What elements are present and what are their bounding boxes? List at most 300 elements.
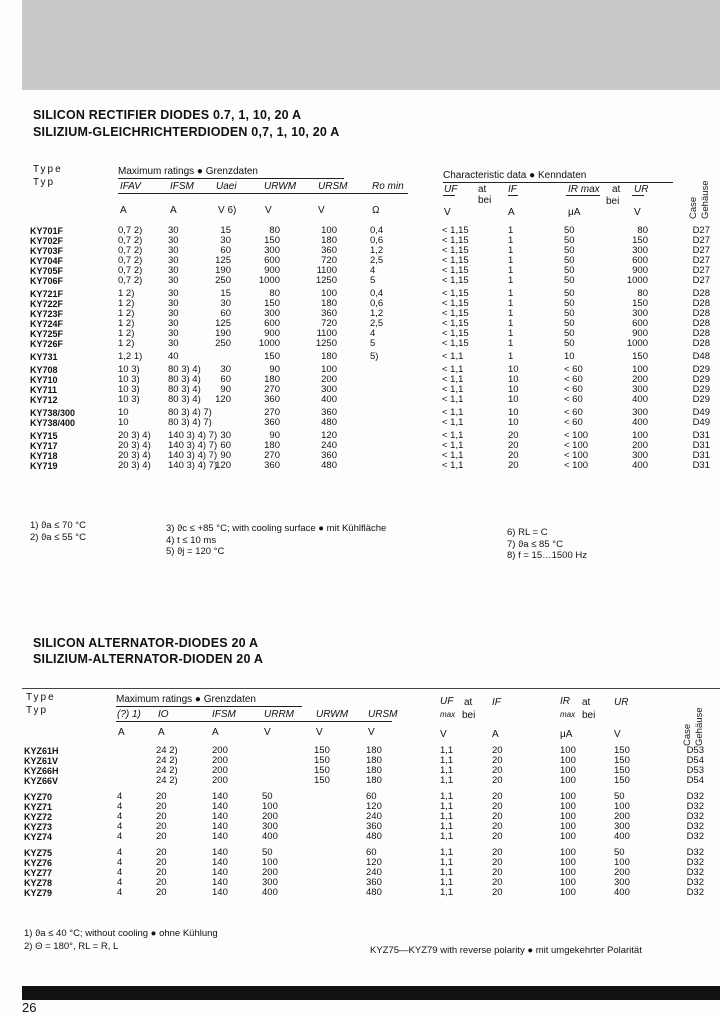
s2-cell-io: 20 <box>156 821 167 832</box>
s2-cell-ifsm: 200 <box>212 745 228 756</box>
s1-cell-if: 1 <box>508 225 514 236</box>
s1-cell-ifsm: 80 3) 4) <box>168 374 201 385</box>
s2-cell-uf: 1,1 <box>440 877 454 888</box>
s2-cell-ur: 300 <box>614 821 630 832</box>
s1-cell-uaei: 30 <box>220 364 231 375</box>
s1-cell-uaei: 60 <box>220 440 231 451</box>
s1-cell-uaei: 60 <box>220 374 231 385</box>
s1-row <box>0 395 720 405</box>
s1-cell-ursm: 1100 <box>316 265 337 276</box>
s1-cell-ifav: 0,7 2) <box>118 255 143 266</box>
s1-cell-ursm: 240 <box>321 440 337 451</box>
s1-cell-ursm: 400 <box>321 394 337 405</box>
s1-cell-ur: 80 <box>637 288 648 299</box>
s1-cell-if: 10 <box>508 384 519 395</box>
s1-cell-urwm: 90 <box>269 364 280 375</box>
s1-cell-ro: 5) <box>370 351 379 362</box>
s1-cell-ursm: 480 <box>321 417 337 428</box>
s1-cell-ir: 50 <box>564 255 575 266</box>
s2-cell-uf: 1,1 <box>440 765 454 776</box>
s2-cell-type: KYZ66H <box>24 766 59 776</box>
s2-cell-col1: 4 <box>117 811 123 822</box>
s1-cell-if: 1 <box>508 298 514 309</box>
s1-cell-uf: < 1,15 <box>442 328 469 339</box>
s2-row <box>0 888 720 898</box>
s1-cell-ifav: 1,2 1) <box>118 351 143 362</box>
s1-cell-ifsm: 30 <box>168 308 179 319</box>
s1-cell-ur: 1000 <box>626 275 648 286</box>
s1-cell-ifav: 0,7 2) <box>118 245 143 256</box>
s2-cell-ursm: 360 <box>366 821 382 832</box>
s2-cell-ifsm: 140 <box>212 831 228 842</box>
s1-cell-uf: < 1,1 <box>442 364 464 375</box>
section1-title-de: SILIZIUM-GLEICHRICHTERDIODEN 0,7, 1, 10, 20 A <box>33 125 340 139</box>
s1-sym-ur: UR <box>634 184 649 195</box>
s1-sym-urwm: URWM <box>264 181 297 192</box>
s1-cell-type: KY706F <box>30 276 64 286</box>
s1-cell-ifav: 10 3) <box>118 384 140 395</box>
s2-cell-urwm: 150 <box>314 745 330 756</box>
s2-cell-ursm: 120 <box>366 857 382 868</box>
s1-cell-ir: 50 <box>564 328 575 339</box>
s1-bei-1: bei <box>478 195 492 206</box>
s1-cell-ur: 400 <box>632 394 648 405</box>
s1-row <box>0 385 720 395</box>
s1-cell-ro: 1,2 <box>370 308 384 319</box>
s2-sym-if: IF <box>492 697 501 708</box>
s1-cell-urwm: 1000 <box>258 338 280 349</box>
s1-cell-if: 1 <box>508 235 514 246</box>
s2-cell-urrm: 50 <box>262 791 273 802</box>
s1-cell-uaei: 120 <box>215 394 231 405</box>
s2-cell-ir: 100 <box>560 801 576 812</box>
s1-unit-ur: V <box>634 207 641 218</box>
s2-cell-ir: 100 <box>560 867 576 878</box>
s1-cell-urwm: 360 <box>264 417 280 428</box>
s1-cell-ifav: 20 3) 4) <box>118 430 151 441</box>
s1-cell-ifav: 1 2) <box>118 318 135 329</box>
s2-cell-case: D53 <box>686 745 704 756</box>
section2-title-de: SILIZIUM-ALTERNATOR-DIODEN 20 A <box>33 652 264 666</box>
page-number: 26 <box>22 1000 37 1015</box>
s2-row <box>0 812 720 822</box>
s1-cell-urwm: 360 <box>264 460 280 471</box>
s1-cell-type: KY718 <box>30 451 58 461</box>
s1-cell-ifsm: 80 3) 4) <box>168 364 201 375</box>
s2-cell-case: D54 <box>686 775 704 786</box>
s1-cell-ir: < 60 <box>564 384 583 395</box>
s1-cell-ur: 900 <box>632 328 648 339</box>
section1-title-en: SILICON RECTIFIER DIODES 0.7, 1, 10, 20 A <box>33 108 302 122</box>
s1-cell-ifsm: 30 <box>168 265 179 276</box>
s2-gehaeuse-label: Gehäuse <box>694 707 705 746</box>
s1-row <box>0 461 720 471</box>
s1-cell-case: D49 <box>692 407 710 418</box>
s1-cell-ur: 600 <box>632 318 648 329</box>
s1-cell-type: KY717 <box>30 441 58 451</box>
s2-cell-uf: 1,1 <box>440 887 454 898</box>
s2-cell-if: 20 <box>492 831 503 842</box>
s1-cell-case: D27 <box>692 245 710 256</box>
s1-cell-case: D28 <box>692 318 710 329</box>
s2-unit-1: A <box>118 727 125 738</box>
s2-unit-ir: μA <box>560 729 573 740</box>
s2-cell-io: 20 <box>156 791 167 802</box>
s1-unit-if: A <box>508 207 515 218</box>
s2-cell-if: 20 <box>492 821 503 832</box>
s1-cell-ifsm: 30 <box>168 338 179 349</box>
s1-cell-uf: < 1,1 <box>442 430 464 441</box>
s1-cell-uaei: 15 <box>220 225 231 236</box>
s1-cell-type: KY721F <box>30 289 64 299</box>
s1-cell-if: 10 <box>508 364 519 375</box>
s1-cell-uf: < 1,15 <box>442 318 469 329</box>
s1-cell-type: KY726F <box>30 339 64 349</box>
s2-cell-urrm: 200 <box>262 867 278 878</box>
s2-sym-ifsm: IFSM <box>212 709 236 720</box>
s2-cell-if: 20 <box>492 887 503 898</box>
s2-cell-uf: 1,1 <box>440 745 454 756</box>
s2-cell-case: D32 <box>686 887 704 898</box>
s1-cell-case: D28 <box>692 298 710 309</box>
s2-max-1: max <box>440 710 456 719</box>
s1-cell-urwm: 270 <box>264 407 280 418</box>
s1-cell-case: D29 <box>692 384 710 395</box>
s1-sym-ursm: URSM <box>318 181 348 192</box>
s1-cell-ifav: 1 2) <box>118 288 135 299</box>
s2-cell-ur: 100 <box>614 801 630 812</box>
s1-cell-case: D31 <box>692 430 710 441</box>
s1-cell-uaei: 60 <box>220 245 231 256</box>
s2-cell-ur: 200 <box>614 867 630 878</box>
s1-sym-irmax: IR max <box>568 184 600 195</box>
s2-cell-case: D32 <box>686 867 704 878</box>
s2-unit-ifsm: A <box>212 727 219 738</box>
s2-cell-ur: 300 <box>614 877 630 888</box>
s1-unit-ir: μA <box>568 207 581 218</box>
s1-cell-ursm: 180 <box>321 351 337 362</box>
s2-cell-urwm: 150 <box>314 775 330 786</box>
s1-cell-case: D29 <box>692 364 710 375</box>
s2-cell-case: D54 <box>686 755 704 766</box>
s2-cell-uf: 1,1 <box>440 857 454 868</box>
s2-cell-urrm: 300 <box>262 821 278 832</box>
s1-cell-type: KY702F <box>30 236 64 246</box>
s1-cell-if: 20 <box>508 430 519 441</box>
s1-cell-ursm: 360 <box>321 245 337 256</box>
s1-cell-ur: 900 <box>632 265 648 276</box>
s2-cell-io: 24 2) <box>156 765 178 776</box>
s1-row <box>0 319 720 329</box>
s1-cell-ifsm: 80 3) 4) <box>168 384 201 395</box>
s1-cell-type: KY705F <box>30 266 64 276</box>
s2-cell-ursm: 180 <box>366 745 382 756</box>
s1-cell-type: KY704F <box>30 256 64 266</box>
s2-cell-col1: 4 <box>117 887 123 898</box>
s2-cell-ifsm: 200 <box>212 765 228 776</box>
s2-cell-ursm: 240 <box>366 811 382 822</box>
s2-cell-io: 20 <box>156 801 167 812</box>
s1-cell-ur: 200 <box>632 440 648 451</box>
s1-cell-type: KY722F <box>30 299 64 309</box>
s1-max-ratings: Maximum ratings ● Grenzdaten <box>118 166 258 177</box>
s1-cell-ir: 50 <box>564 275 575 286</box>
s2-cell-urrm: 400 <box>262 887 278 898</box>
s1-cell-uaei: 15 <box>220 288 231 299</box>
s1-cell-uf: < 1,15 <box>442 245 469 256</box>
s2-cell-uf: 1,1 <box>440 867 454 878</box>
s2-cell-case: D32 <box>686 821 704 832</box>
s1-cell-uf: < 1,15 <box>442 235 469 246</box>
s1-cell-ur: 80 <box>637 225 648 236</box>
s1-cell-ir: < 100 <box>564 450 589 461</box>
s1-cell-uf: < 1,1 <box>442 351 464 362</box>
s2-cell-urwm: 150 <box>314 755 330 766</box>
s1-cell-ro: 4 <box>370 328 376 339</box>
s1-cell-ifsm: 140 3) 4) 7) <box>168 440 218 451</box>
s1-cell-ur: 150 <box>632 298 648 309</box>
s2-cell-io: 20 <box>156 811 167 822</box>
s2-row <box>0 868 720 878</box>
s2-cell-io: 20 <box>156 867 167 878</box>
s1-cell-ur: 400 <box>632 460 648 471</box>
s2-cell-col1: 4 <box>117 857 123 868</box>
s2-cell-type: KYZ66V <box>24 776 59 786</box>
s1-cell-urwm: 300 <box>264 308 280 319</box>
s1-cell-uaei: 30 <box>220 298 231 309</box>
s1-cell-uf: < 1,15 <box>442 225 469 236</box>
s1-unit-ifav: A <box>120 205 127 216</box>
s1-cell-type: KY710 <box>30 375 58 385</box>
s2-cell-ursm: 180 <box>366 755 382 766</box>
s2-cell-ursm: 60 <box>366 791 377 802</box>
s1-cell-type: KY725F <box>30 329 64 339</box>
section2-title-en: SILICON ALTERNATOR-DIODES 20 A <box>33 636 259 650</box>
s2-cell-ur: 50 <box>614 791 625 802</box>
s1-cell-case: D31 <box>692 440 710 451</box>
s1-cell-ur: 150 <box>632 351 648 362</box>
s2-cell-ifsm: 140 <box>212 847 228 858</box>
s2-sym-ir: IR <box>560 696 570 707</box>
s2-cell-ir: 100 <box>560 847 576 858</box>
s2-cell-ur: 400 <box>614 831 630 842</box>
s1-at-1: at <box>478 184 487 195</box>
s1-unit-uf: V <box>444 207 451 218</box>
s2-cell-ir: 100 <box>560 887 576 898</box>
s1-cell-ursm: 180 <box>321 298 337 309</box>
s2-cell-case: D32 <box>686 847 704 858</box>
s1-cell-uf: < 1,1 <box>442 394 464 405</box>
s1-cell-case: D27 <box>692 265 710 276</box>
s2-cell-ir: 100 <box>560 857 576 868</box>
s1-cell-ir: < 60 <box>564 364 583 375</box>
s2-reverse-polarity-note: KYZ75—KYZ79 with reverse polarity ● mit umgekehrter Polarität <box>370 945 642 956</box>
s1-cell-ur: 400 <box>632 417 648 428</box>
s2-row <box>0 766 720 776</box>
s2-cell-ur: 50 <box>614 847 625 858</box>
s2-cell-case: D32 <box>686 877 704 888</box>
s1-cell-case: D49 <box>692 417 710 428</box>
s1-cell-if: 1 <box>508 328 514 339</box>
s1-row <box>0 352 720 362</box>
s1-cell-ifav: 20 3) 4) <box>118 450 151 461</box>
s2-row <box>0 878 720 888</box>
s1-cell-ifav: 1 2) <box>118 338 135 349</box>
s1-cell-urwm: 270 <box>264 450 280 461</box>
s1-cell-ir: < 100 <box>564 440 589 451</box>
s1-cell-urwm: 150 <box>264 298 280 309</box>
s1-cell-ifav: 0,7 2) <box>118 265 143 276</box>
s2-cell-ur: 150 <box>614 775 630 786</box>
s2-row <box>0 858 720 868</box>
s2-cell-if: 20 <box>492 775 503 786</box>
top-gray-band <box>22 0 720 90</box>
s2-cell-col1: 4 <box>117 791 123 802</box>
s1-cell-if: 20 <box>508 440 519 451</box>
s2-cell-col1: 4 <box>117 821 123 832</box>
s2-sym-ur: UR <box>614 697 629 708</box>
s1-cell-ro: 0,4 <box>370 225 384 236</box>
s1-cell-uf: < 1,15 <box>442 288 469 299</box>
s1-cell-case: D31 <box>692 460 710 471</box>
s2-cell-urrm: 100 <box>262 801 278 812</box>
s1-cell-ir: 50 <box>564 308 575 319</box>
s1-cell-ro: 5 <box>370 338 376 349</box>
s1-cell-ifsm: 30 <box>168 288 179 299</box>
s2-cell-ur: 150 <box>614 765 630 776</box>
s1-cell-urwm: 900 <box>264 328 280 339</box>
s2-cell-if: 20 <box>492 801 503 812</box>
s2-cell-io: 24 2) <box>156 745 178 756</box>
s1-cell-ursm: 100 <box>321 288 337 299</box>
s1-unit-uaei: V 6) <box>218 205 237 216</box>
s2-unit-uf: V <box>440 729 447 740</box>
s1-cell-ifsm: 80 3) 4) 7) <box>168 417 212 428</box>
s2-row <box>0 756 720 766</box>
s2-at-2: at <box>582 697 591 708</box>
s1-cell-ursm: 200 <box>321 374 337 385</box>
s1-unit-urwm: V <box>265 205 272 216</box>
s1-type-en: Type <box>33 164 63 175</box>
s1-cell-ro: 2,5 <box>370 318 384 329</box>
s1-cell-uf: < 1,1 <box>442 374 464 385</box>
s1-cell-ur: 300 <box>632 245 648 256</box>
s1-cell-uaei: 120 <box>215 460 231 471</box>
s1-cell-type: KY719 <box>30 461 58 471</box>
s2-cell-if: 20 <box>492 867 503 878</box>
s2-cell-uf: 1,1 <box>440 847 454 858</box>
s1-cell-ifav: 20 3) 4) <box>118 440 151 451</box>
s2-cell-if: 20 <box>492 857 503 868</box>
s1-cell-ro: 0,6 <box>370 298 384 309</box>
s2-cell-ursm: 480 <box>366 831 382 842</box>
s1-case-label: Case <box>688 196 699 219</box>
s1-cell-uaei: 30 <box>220 430 231 441</box>
s1-cell-case: D28 <box>692 338 710 349</box>
s1-cell-ro: 5 <box>370 275 376 286</box>
s1-type-de: Typ <box>33 177 56 188</box>
s1-cell-ir: 50 <box>564 245 575 256</box>
s2-cell-ifsm: 140 <box>212 887 228 898</box>
s1-cell-ur: 600 <box>632 255 648 266</box>
s2-cell-uf: 1,1 <box>440 811 454 822</box>
s1-row <box>0 276 720 286</box>
s1-cell-ir: 50 <box>564 235 575 246</box>
s1-cell-uaei: 125 <box>215 255 231 266</box>
s1-cell-ir: < 100 <box>564 430 589 441</box>
s1-char-data: Characteristic data ● Kenndaten <box>443 170 587 181</box>
s1-cell-uf: < 1,1 <box>442 440 464 451</box>
s1-cell-ir: < 60 <box>564 394 583 405</box>
s1-cell-uaei: 90 <box>220 450 231 461</box>
s1-row <box>0 451 720 461</box>
s1-cell-ifsm: 30 <box>168 245 179 256</box>
s2-cell-if: 20 <box>492 811 503 822</box>
s1-cell-if: 1 <box>508 318 514 329</box>
s1-row <box>0 418 720 428</box>
s2-cell-case: D32 <box>686 811 704 822</box>
s1-cell-ir: 50 <box>564 338 575 349</box>
s1-cell-uaei: 60 <box>220 308 231 319</box>
s1-cell-type: KY738/400 <box>30 418 76 428</box>
s2-cell-ur: 200 <box>614 811 630 822</box>
s1-cell-urwm: 270 <box>264 384 280 395</box>
s1-cell-urwm: 1000 <box>258 275 280 286</box>
s1-cell-type: KY738/300 <box>30 408 76 418</box>
s1-cell-case: D29 <box>692 374 710 385</box>
s1-footnote-7: 7) ϑa ≤ 85 °C <box>507 539 563 550</box>
s1-cell-ro: 0,4 <box>370 288 384 299</box>
s2-cell-uf: 1,1 <box>440 755 454 766</box>
s1-cell-case: D27 <box>692 235 710 246</box>
s2-cell-case: D32 <box>686 791 704 802</box>
s1-cell-ro: 0,6 <box>370 235 384 246</box>
s1-cell-ifsm: 140 3) 4) 7) <box>168 450 218 461</box>
s1-sym-ifsm: IFSM <box>170 181 194 192</box>
s2-unit-if: A <box>492 729 499 740</box>
s1-cell-ur: 200 <box>632 374 648 385</box>
s2-cell-if: 20 <box>492 765 503 776</box>
s1-row <box>0 339 720 349</box>
s1-cell-ur: 100 <box>632 430 648 441</box>
s1-cell-type: KY724F <box>30 319 64 329</box>
s2-cell-ifsm: 140 <box>212 821 228 832</box>
s1-cell-ifsm: 80 3) 4) <box>168 394 201 405</box>
s1-cell-type: KY711 <box>30 385 58 395</box>
s1-cell-ursm: 720 <box>321 255 337 266</box>
s2-cell-urrm: 200 <box>262 811 278 822</box>
s1-cell-case: D27 <box>692 275 710 286</box>
s1-row <box>0 329 720 339</box>
s1-cell-case: D28 <box>692 328 710 339</box>
s1-cell-if: 20 <box>508 460 519 471</box>
s1-row <box>0 226 720 236</box>
s1-cell-ifsm: 40 <box>168 351 179 362</box>
s1-cell-ursm: 360 <box>321 407 337 418</box>
s1-cell-ur: 300 <box>632 384 648 395</box>
s1-cell-if: 10 <box>508 417 519 428</box>
s1-cell-ifav: 10 3) <box>118 394 140 405</box>
s1-cell-ursm: 480 <box>321 460 337 471</box>
s2-cell-ir: 100 <box>560 755 576 766</box>
s1-cell-ro: 2,5 <box>370 255 384 266</box>
s1-cell-ursm: 1250 <box>315 275 337 286</box>
s1-cell-ursm: 100 <box>321 225 337 236</box>
s2-cell-ursm: 360 <box>366 877 382 888</box>
s1-cell-uf: < 1,1 <box>442 384 464 395</box>
s1-cell-ifsm: 30 <box>168 275 179 286</box>
s1-cell-ifav: 10 <box>118 407 129 418</box>
